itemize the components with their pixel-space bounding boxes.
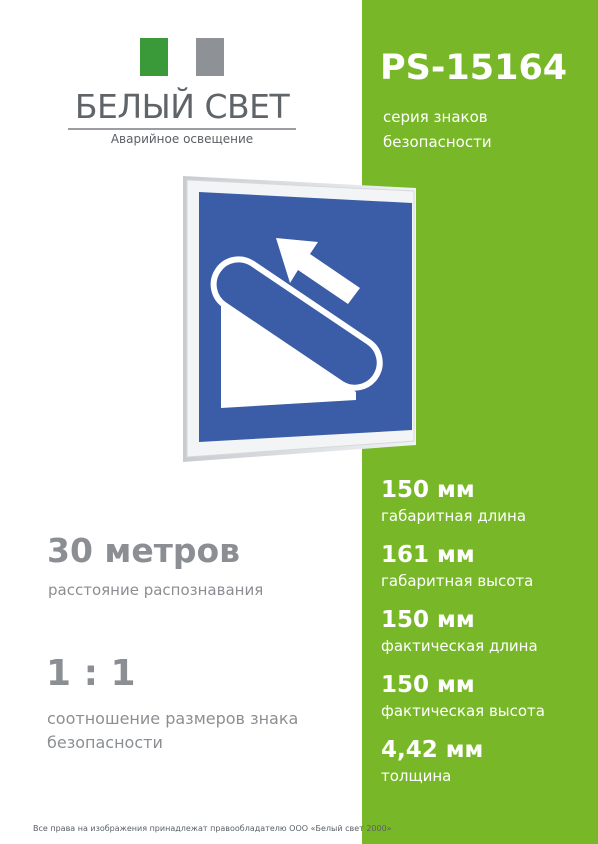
spec-label: фактическая высота <box>381 702 545 720</box>
brand-logo <box>66 38 298 148</box>
product-code: PS-15164 <box>380 48 568 88</box>
ratio-label-line-1: соотношение размеров знака <box>47 709 299 728</box>
aspect-ratio-label <box>47 707 347 755</box>
recognition-distance-value: 30 метров <box>47 531 241 570</box>
spec-label: толщина <box>381 767 452 785</box>
spec-value: 4,42 мм <box>381 737 484 763</box>
safety-sign-image <box>180 176 416 468</box>
spec-item <box>381 671 591 736</box>
flag-icon <box>140 38 224 76</box>
spec-item <box>381 476 591 541</box>
recognition-distance-label: расстояние распознавания <box>48 581 264 599</box>
brand-tagline: Аварийное освещение <box>110 132 254 146</box>
spec-item <box>381 541 591 606</box>
series-line-1: серия знаков <box>383 108 488 126</box>
escalator-up-left-icon <box>180 176 416 468</box>
series-line-2: безопасности <box>383 133 492 151</box>
spec-value: 161 мм <box>381 542 475 568</box>
spec-item <box>381 606 591 671</box>
spec-item <box>381 736 591 801</box>
copyright-notice: Все права на изображения принадлежат правообладателю ООО «Белый свет 2000» <box>33 824 392 833</box>
aspect-ratio-value: 1 : 1 <box>46 653 136 694</box>
brand-name: БЕЛЫЙ СВЕТ <box>74 87 290 126</box>
spec-label: фактическая длина <box>381 637 538 655</box>
spec-list <box>381 476 591 801</box>
spec-value: 150 мм <box>381 607 475 633</box>
spec-label: габаритная высота <box>381 572 534 590</box>
spec-label: габаритная длина <box>381 507 527 525</box>
logo-divider <box>68 128 296 130</box>
spec-value: 150 мм <box>381 477 475 503</box>
ratio-label-line-2: безопасности <box>47 733 163 752</box>
product-series <box>383 105 583 155</box>
spec-value: 150 мм <box>381 672 475 698</box>
